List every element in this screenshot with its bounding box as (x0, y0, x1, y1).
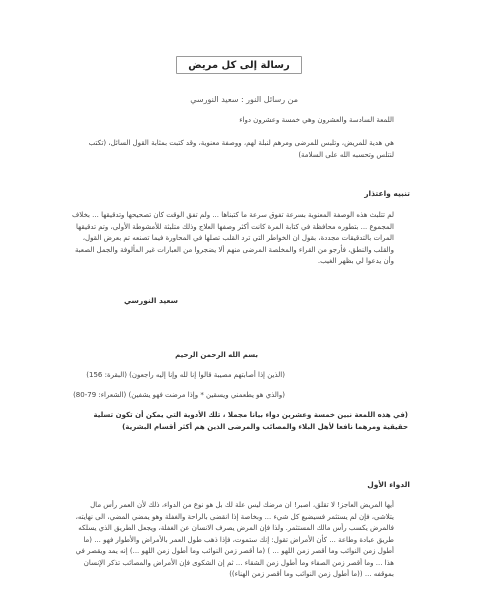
intro-paragraph: هي هدية للمريض، وتلبس للمرضى ومرهم لنبلة لهم، ووصفة معنوية، وقد كتبت بمثابة القول السائل، (تكتب لنتلس وتحسبه الله على السلامة) (88, 139, 394, 159)
section-paragraph: أيها المريض العاجز! لا تقلق، اصبر! ان مرضك ليس علة لك بل هو نوع من الدواء، ذلك لأن العمر رأس مال يتلاشى، فإن لم يستثمر فسيضيع كل شيء ... وبخاصة إذا انقضى بالراحة والغفلة وهو يمضي المضي، الى نهايته، فالمرض يكسب رأس مالك المستثمر. ولذا فإن المرض يصرف الانسان عن الغفلة، ويجعل الطريق الذي يسلكه طريق عبادة وطاعة ... كأن الأمراض تقول: إنك ستموت، فإذا ذهب طول العمر بالأمراض والأطوار فهو ... (ما أطول زمن النوائب وما أقصر زمن اللهو ... ) (ما أقصر زمن النوائب وما أطول زمن اللهو ...) إنه يمد ويقصر في هذا ... وما أقصر زمن الصفاء وما أطول زمن الشقاء ... ثم إن الشكوى فإن الأمراض والمصائب تذكر الإنسان بموقفه ... ((ما أطول زمن النوائب وما أقصر زمن الهناء)) (75, 501, 394, 578)
basmala: بسم الله الرحمن الرحيم (175, 351, 258, 359)
section-heading: الدواء الأول (367, 480, 410, 489)
intro-line: اللمعة السادسة والعشرون وهي خمسة وعشرون دواء (239, 116, 394, 124)
document-title: رسالة إلى كل مريض (176, 56, 302, 74)
document-subtitle: من رسائل النور : سعيد النورسي (190, 95, 298, 104)
highlight-paragraph: (في هذه اللمعة نبين خمسة وعشرين دواء بيانا مجملا ، تلك الأدوية التي يمكن أن تكون تسلية حقيقية ومرهما نافعا لأهل البلاء والمصائب والمرضى الذين هم أكثر أقسام البشرية) (93, 411, 408, 431)
signature: سعيد النورسي (123, 296, 178, 305)
quran-verse-2: (والذي هو يطعمني ويسقين * وإذا مرضت فهو يشفين) (الشعراء: 79-80) (73, 391, 285, 399)
note-heading: تنبيه واعتذار (364, 189, 410, 198)
quran-verse-1: (الذين إذا أصابتهم مصيبة قالوا إنا لله وإنا إليه راجعون) (البقرة: 156) (86, 371, 285, 379)
note-paragraph: لم تتلبث هذه الوصفة المعنوية بسرعة تفوق سرعة ما كتبناها ... ولم تفق الوقت كان تصحيحها وتدقيقها ... بخلاف المجموع ... بتطوره محافظة في كتابة المرة كانت أكثر وصفها العلاج وذلك متلبثة للأمشوطة الأولى، وتم تدقيقها المرات بالتدقيقات مجددة، بقول ان الخواطر التي ترد القلب تصلها في المحاورة فيما تصنعه تم بعرض القول، والقلب والنطق، فأرجو من القراء والمخلصة المرضى منهم ألا يضجروا من العبارات غير المألوفة والجمل الصعبة وأن يدعوا لي بظهر الغيب. (72, 211, 394, 265)
